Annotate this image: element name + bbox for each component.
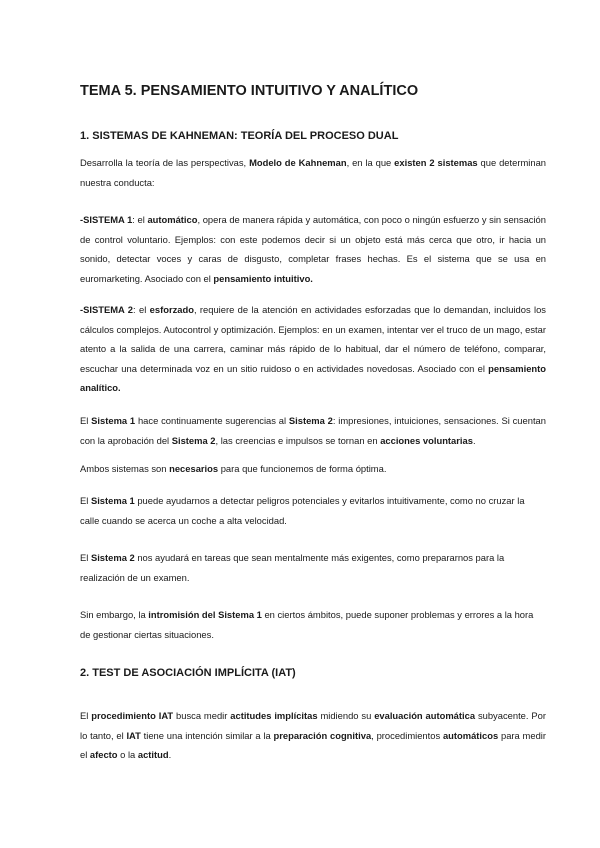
section-1-paragraph-7 [80, 548, 546, 587]
text-run: Ambos sistemas son [80, 463, 170, 474]
text-run: subyacente. Por lo tanto, el [80, 710, 546, 741]
section-1-paragraph-8 [80, 605, 546, 644]
bold-text: actitud [137, 749, 169, 760]
bold-text: afecto [89, 749, 118, 760]
bold-text: Sistema 1 [91, 415, 136, 426]
text-run: El [80, 495, 91, 506]
text-run: : el [133, 304, 150, 315]
text-run: , las creencias e impulsos se tornan en [215, 434, 381, 446]
text-run: para medir el [80, 729, 546, 760]
section-1-paragraph-6 [80, 491, 546, 530]
bold-text: acciones voluntarias [380, 434, 473, 446]
text-run: El [80, 415, 92, 426]
text-run: busca medir [173, 710, 231, 721]
text-run: Sin embargo, la [80, 609, 149, 620]
text-run: : el [132, 214, 148, 225]
bold-text: procedimiento IAT [91, 710, 174, 721]
text-run: . [472, 434, 476, 446]
bold-text: intromisión del Sistema 1 [148, 609, 262, 620]
text-run: hace continuamente sugerencias al [135, 415, 289, 426]
bold-text: esforzado [149, 304, 194, 315]
text-run: para que funcionemos de forma óptima. [218, 463, 387, 474]
bold-text: pensamiento intuitivo. [213, 272, 313, 284]
bold-text: necesarios [169, 463, 219, 474]
section-2-heading: 2. TEST DE ASOCIACIÓN IMPLÍCITA (IAT) [80, 667, 296, 679]
text-run: El [80, 552, 91, 563]
bold-text: Sistema 2 [171, 434, 216, 446]
section-1-paragraph-5 [80, 459, 546, 479]
text-run: en ciertos ámbitos, puede suponer problemas y errores a la hora de gestionar ciertas situaciones. [80, 609, 534, 640]
section-1-paragraph-sistema-2 [80, 300, 546, 398]
bold-text: pensamiento analítico. [80, 362, 546, 393]
text-run: midiendo su [317, 710, 375, 721]
text-run: puede ayudarnos a detectar peligros potenciales y evitarlos intuitivamente, como no cruzar la calle cuando se acerca un coche a alta velocidad. [80, 495, 525, 526]
bold-text: evaluación automática [374, 710, 476, 721]
text-run: , procedimientos [371, 729, 443, 741]
bold-text: Modelo de Kahneman [249, 157, 347, 168]
text-run: : impresiones, intuiciones, sensaciones. Si cuentan con la aprobación del [80, 415, 546, 446]
bold-text: Sistema 2 [288, 415, 333, 426]
bold-text: -SISTEMA 2 [80, 304, 134, 315]
bold-text: actitudes implícitas [230, 710, 318, 721]
text-run: , requiere de la atención en actividades esforzadas que lo demandan, incluidos los cálculos complejos. Autocontrol y optimización. Ejemplos: en un examen, intentar ver el truco de un mago, estar atento a la salida de una carrera, caminar más rápido de lo habitual, dar el número de teléfono, comparar, escuchar una determinada voz en un sitio ruidoso o en actividades novedosas. Asociado con el [80, 304, 546, 374]
bold-text: automáticos [442, 729, 499, 741]
text-run: El [80, 710, 92, 721]
bold-text: preparación cognitiva [273, 729, 372, 741]
section-1-paragraph-1 [80, 153, 546, 192]
text-run: nos ayudará en tareas que sean mentalmente más exigentes, como prepararnos para la realización de un examen. [80, 552, 505, 583]
bold-text: IAT [126, 729, 141, 741]
text-run: . [168, 749, 172, 760]
section-1-heading: 1. SISTEMAS DE KAHNEMAN: TEORÍA DEL PROCESO DUAL [80, 130, 399, 142]
text-run: Desarrolla la teoría de las perspectivas, [80, 157, 250, 168]
bold-text: -SISTEMA 1 [80, 214, 133, 225]
text-run: que determinan nuestra conducta: [80, 157, 546, 188]
text-run: , en la que [346, 157, 395, 168]
text-run: tiene una intención similar a la [140, 729, 274, 741]
section-1-paragraph-sistema-1 [80, 210, 546, 288]
bold-text: Sistema 1 [90, 495, 135, 506]
text-run: , opera de manera rápida y automática, con poco o ningún esfuerzo y sin sensación de control voluntario. Ejemplos: con este podemos decir si un objeto está más cerca que otro, ir hacia un sonido, detectar voces y caras de disgusto, completar frases hechas. Es el sistema que se usa en euromarketing. Asociado con el [80, 214, 546, 284]
bold-text: existen 2 sistemas [394, 157, 478, 168]
text-run: o la [117, 749, 138, 760]
bold-text: automático [147, 214, 198, 225]
section-1-paragraph-4 [80, 411, 546, 450]
bold-text: Sistema 2 [90, 552, 135, 563]
page-title: TEMA 5. PENSAMIENTO INTUITIVO Y ANALÍTICO [80, 83, 419, 99]
section-2-paragraph-1 [80, 706, 546, 765]
